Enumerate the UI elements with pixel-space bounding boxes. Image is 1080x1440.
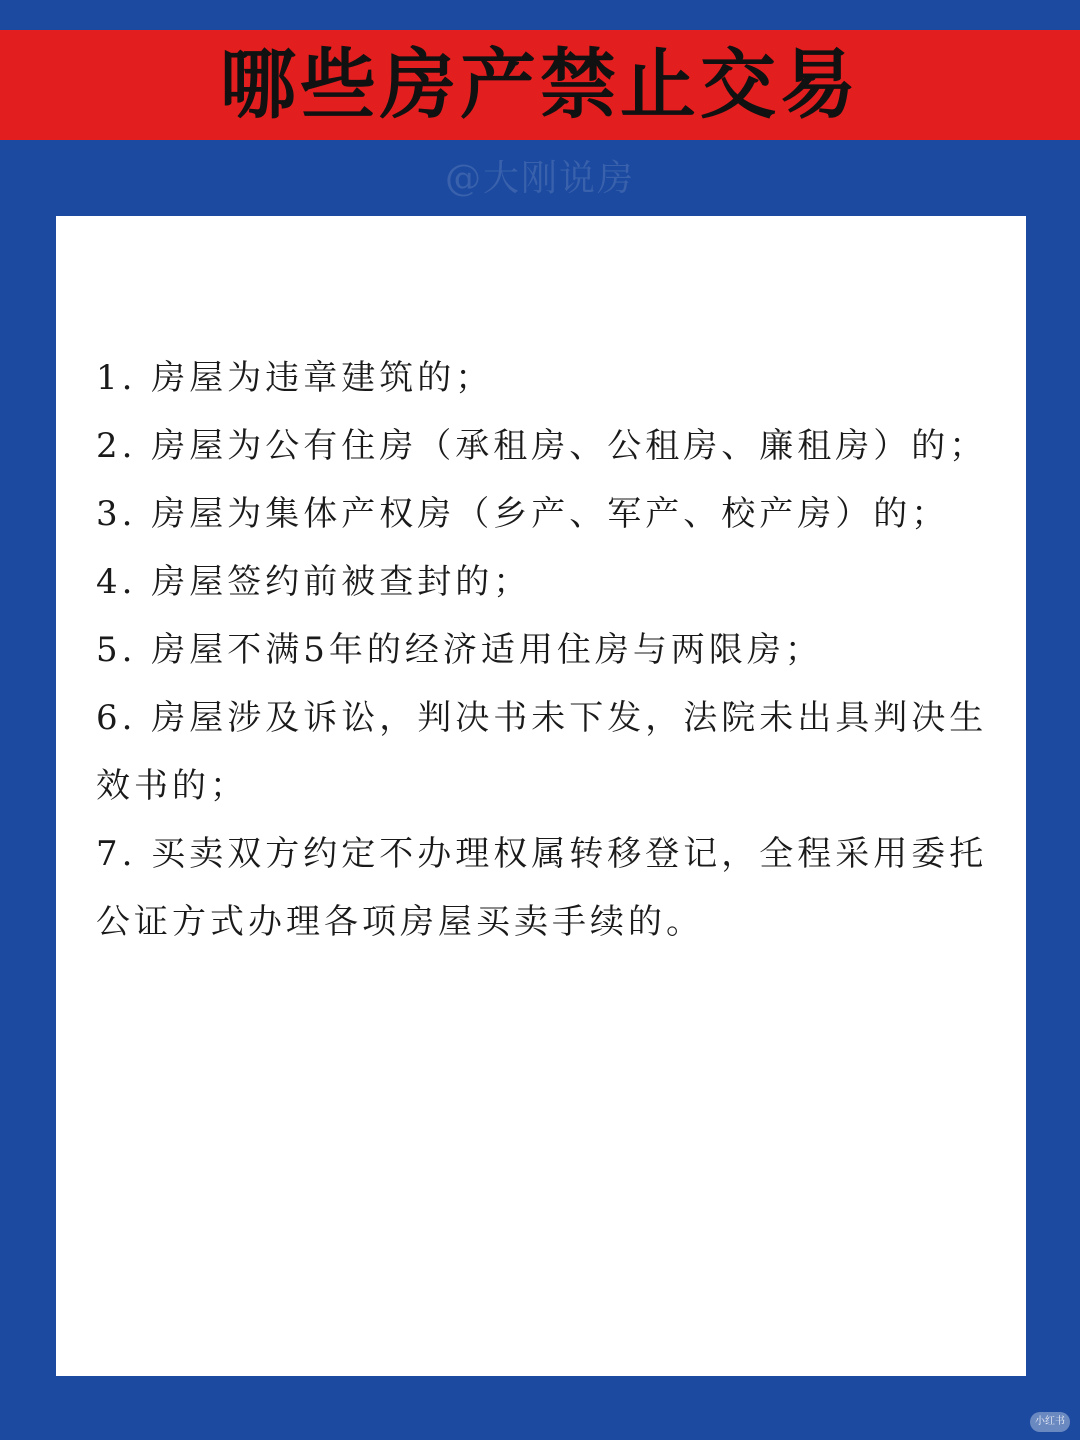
- content-card: [56, 216, 1026, 1376]
- list-item: 7. 买卖双方约定不办理权属转移登记，全程采用委托公证方式办理各项房屋买卖手续的。: [96, 834, 988, 942]
- list-item: 2. 房屋为公有住房（承租房、公租房、廉租房）的；: [96, 426, 988, 466]
- page-title: 哪些房产禁止交易: [220, 40, 860, 129]
- rule-list: [96, 344, 996, 956]
- list-item: 3. 房屋为集体产权房（乡产、军产、校产房）的；: [96, 494, 950, 534]
- list-item: 1. 房屋为违章建筑的；: [96, 358, 494, 398]
- list-item: 6. 房屋涉及诉讼，判决书未下发，法院未出具判决生效书的；: [96, 698, 988, 806]
- platform-badge: 小红书: [1030, 1412, 1070, 1432]
- list-item: 5. 房屋不满5年的经济适用住房与两限房；: [96, 630, 823, 670]
- watermark-text: @大刚说房: [444, 158, 635, 199]
- title-banner: [0, 30, 1080, 140]
- list-item: 4. 房屋签约前被查封的；: [96, 562, 532, 602]
